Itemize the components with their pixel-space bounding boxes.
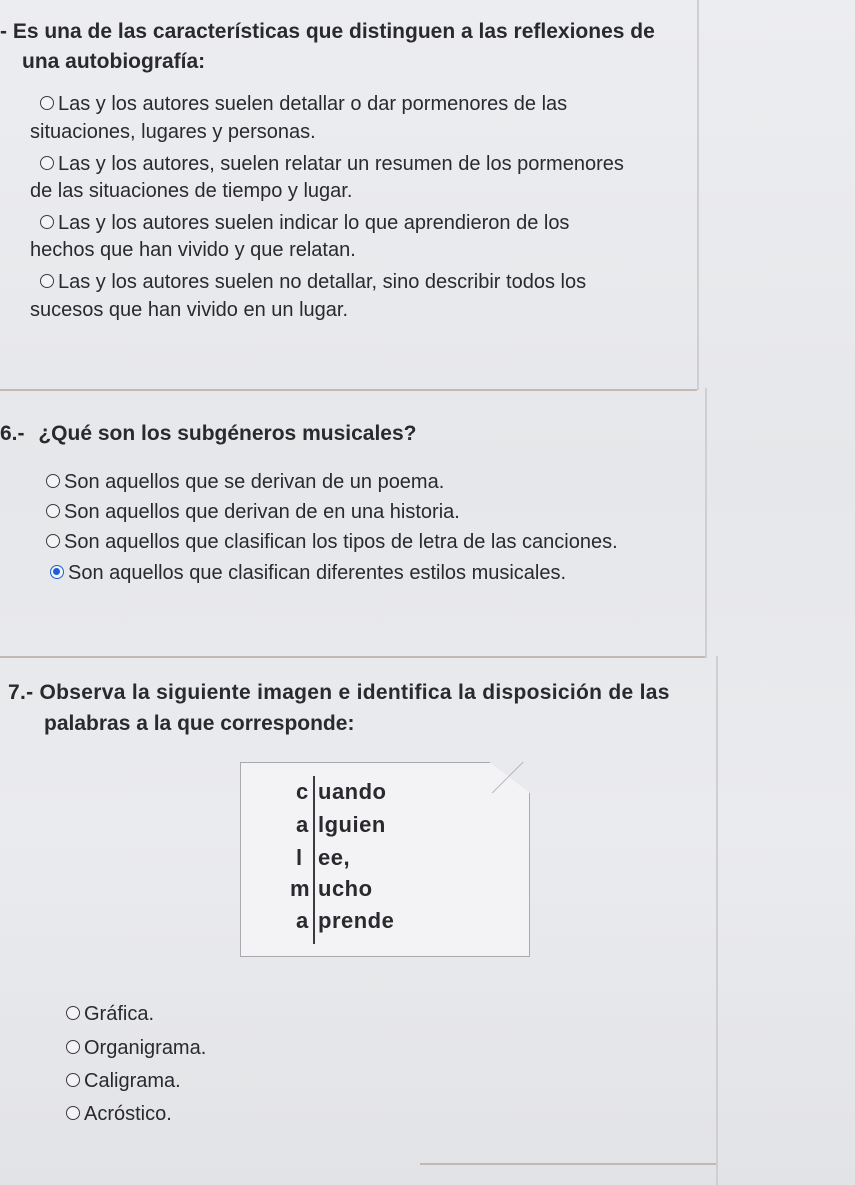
q6-option-2[interactable] — [46, 498, 696, 526]
q6-option-4[interactable] — [50, 559, 700, 587]
option-text: Las y los autores suelen no detallar, sino describir todos los — [58, 271, 587, 293]
option-text: Son aquellos que derivan de en una historia. — [64, 501, 460, 523]
page-edge — [716, 656, 718, 1185]
radio-button-selected[interactable] — [50, 565, 64, 579]
question-6-text: ¿Qué son los subgéneros musicales? — [38, 422, 417, 445]
q5-option-3-cont: hechos que han vivido y que relatan. — [30, 239, 356, 261]
section-divider — [420, 1163, 716, 1165]
section-divider — [0, 389, 697, 391]
question-5-line1: - Es una de las características que distinguen a las reflexiones de — [0, 20, 655, 43]
q5-option-2[interactable] — [40, 150, 700, 178]
option-text: Caligrama. — [84, 1070, 181, 1092]
section-divider — [0, 656, 705, 658]
q5-option-1[interactable] — [40, 90, 690, 118]
page-edge — [705, 388, 707, 658]
radio-button[interactable] — [46, 504, 60, 518]
question-7-line1: 7.- Observa la siguiente imagen e identifica la disposición de las — [8, 681, 670, 704]
poem-initial: c — [296, 779, 309, 804]
poem-word-rest: lguien — [318, 812, 386, 837]
option-text: Las y los autores suelen indicar lo que aprendieron de los — [58, 212, 570, 234]
q7-option-4[interactable] — [66, 1100, 466, 1128]
poem-word-rest: ee, — [318, 845, 351, 870]
radio-button[interactable] — [40, 96, 54, 110]
q5-option-1-cont: situaciones, lugares y personas. — [30, 121, 316, 143]
q7-option-1[interactable] — [66, 1000, 466, 1028]
question-6-number: 6.- — [0, 422, 25, 445]
option-text: Acróstico. — [84, 1103, 172, 1125]
radio-button[interactable] — [40, 274, 54, 288]
radio-button[interactable] — [66, 1040, 80, 1054]
poem-word-rest: ucho — [318, 876, 373, 901]
poem-word-rest: prende — [318, 908, 395, 933]
q7-option-3[interactable] — [66, 1067, 466, 1095]
radio-button[interactable] — [66, 1006, 80, 1020]
poem-initial: m — [290, 876, 311, 901]
option-text: Las y los autores, suelen relatar un resumen de los pormenores — [58, 153, 624, 175]
question-7-line2: palabras a la que corresponde: — [44, 712, 355, 735]
page-edge — [697, 0, 699, 390]
radio-button[interactable] — [66, 1073, 80, 1087]
option-text: Organigrama. — [84, 1037, 207, 1059]
q5-option-2-cont: de las situaciones de tiempo y lugar. — [30, 180, 353, 202]
poem-word-rest: uando — [318, 779, 387, 804]
q6-option-1[interactable] — [46, 468, 696, 496]
option-text: Gráfica. — [84, 1003, 155, 1025]
radio-button[interactable] — [46, 474, 60, 488]
q7-option-2[interactable] — [66, 1034, 466, 1062]
q5-option-4-cont: sucesos que han vivido en un lugar. — [30, 299, 348, 321]
q5-option-3[interactable] — [40, 209, 690, 237]
initial-divider-line — [313, 776, 315, 944]
radio-button[interactable] — [46, 534, 60, 548]
option-text: Las y los autores suelen detallar o dar pormenores de las — [58, 93, 568, 115]
poem-initial: a — [296, 812, 309, 837]
radio-button[interactable] — [66, 1106, 80, 1120]
poem-initial: a — [296, 908, 309, 933]
question-5-line2: una autobiografía: — [22, 50, 206, 73]
page-fold — [487, 762, 528, 793]
option-text: Son aquellos que se derivan de un poema. — [64, 471, 445, 493]
q5-option-4[interactable] — [40, 268, 690, 296]
q6-option-3[interactable] — [46, 528, 701, 556]
option-text: Son aquellos que clasifican los tipos de letra de las canciones. — [64, 531, 618, 553]
question-6 — [0, 420, 700, 448]
radio-button[interactable] — [40, 156, 54, 170]
option-text: Son aquellos que clasifican diferentes estilos musicales. — [68, 562, 567, 584]
radio-button[interactable] — [40, 215, 54, 229]
poem-initial: l — [296, 845, 303, 870]
